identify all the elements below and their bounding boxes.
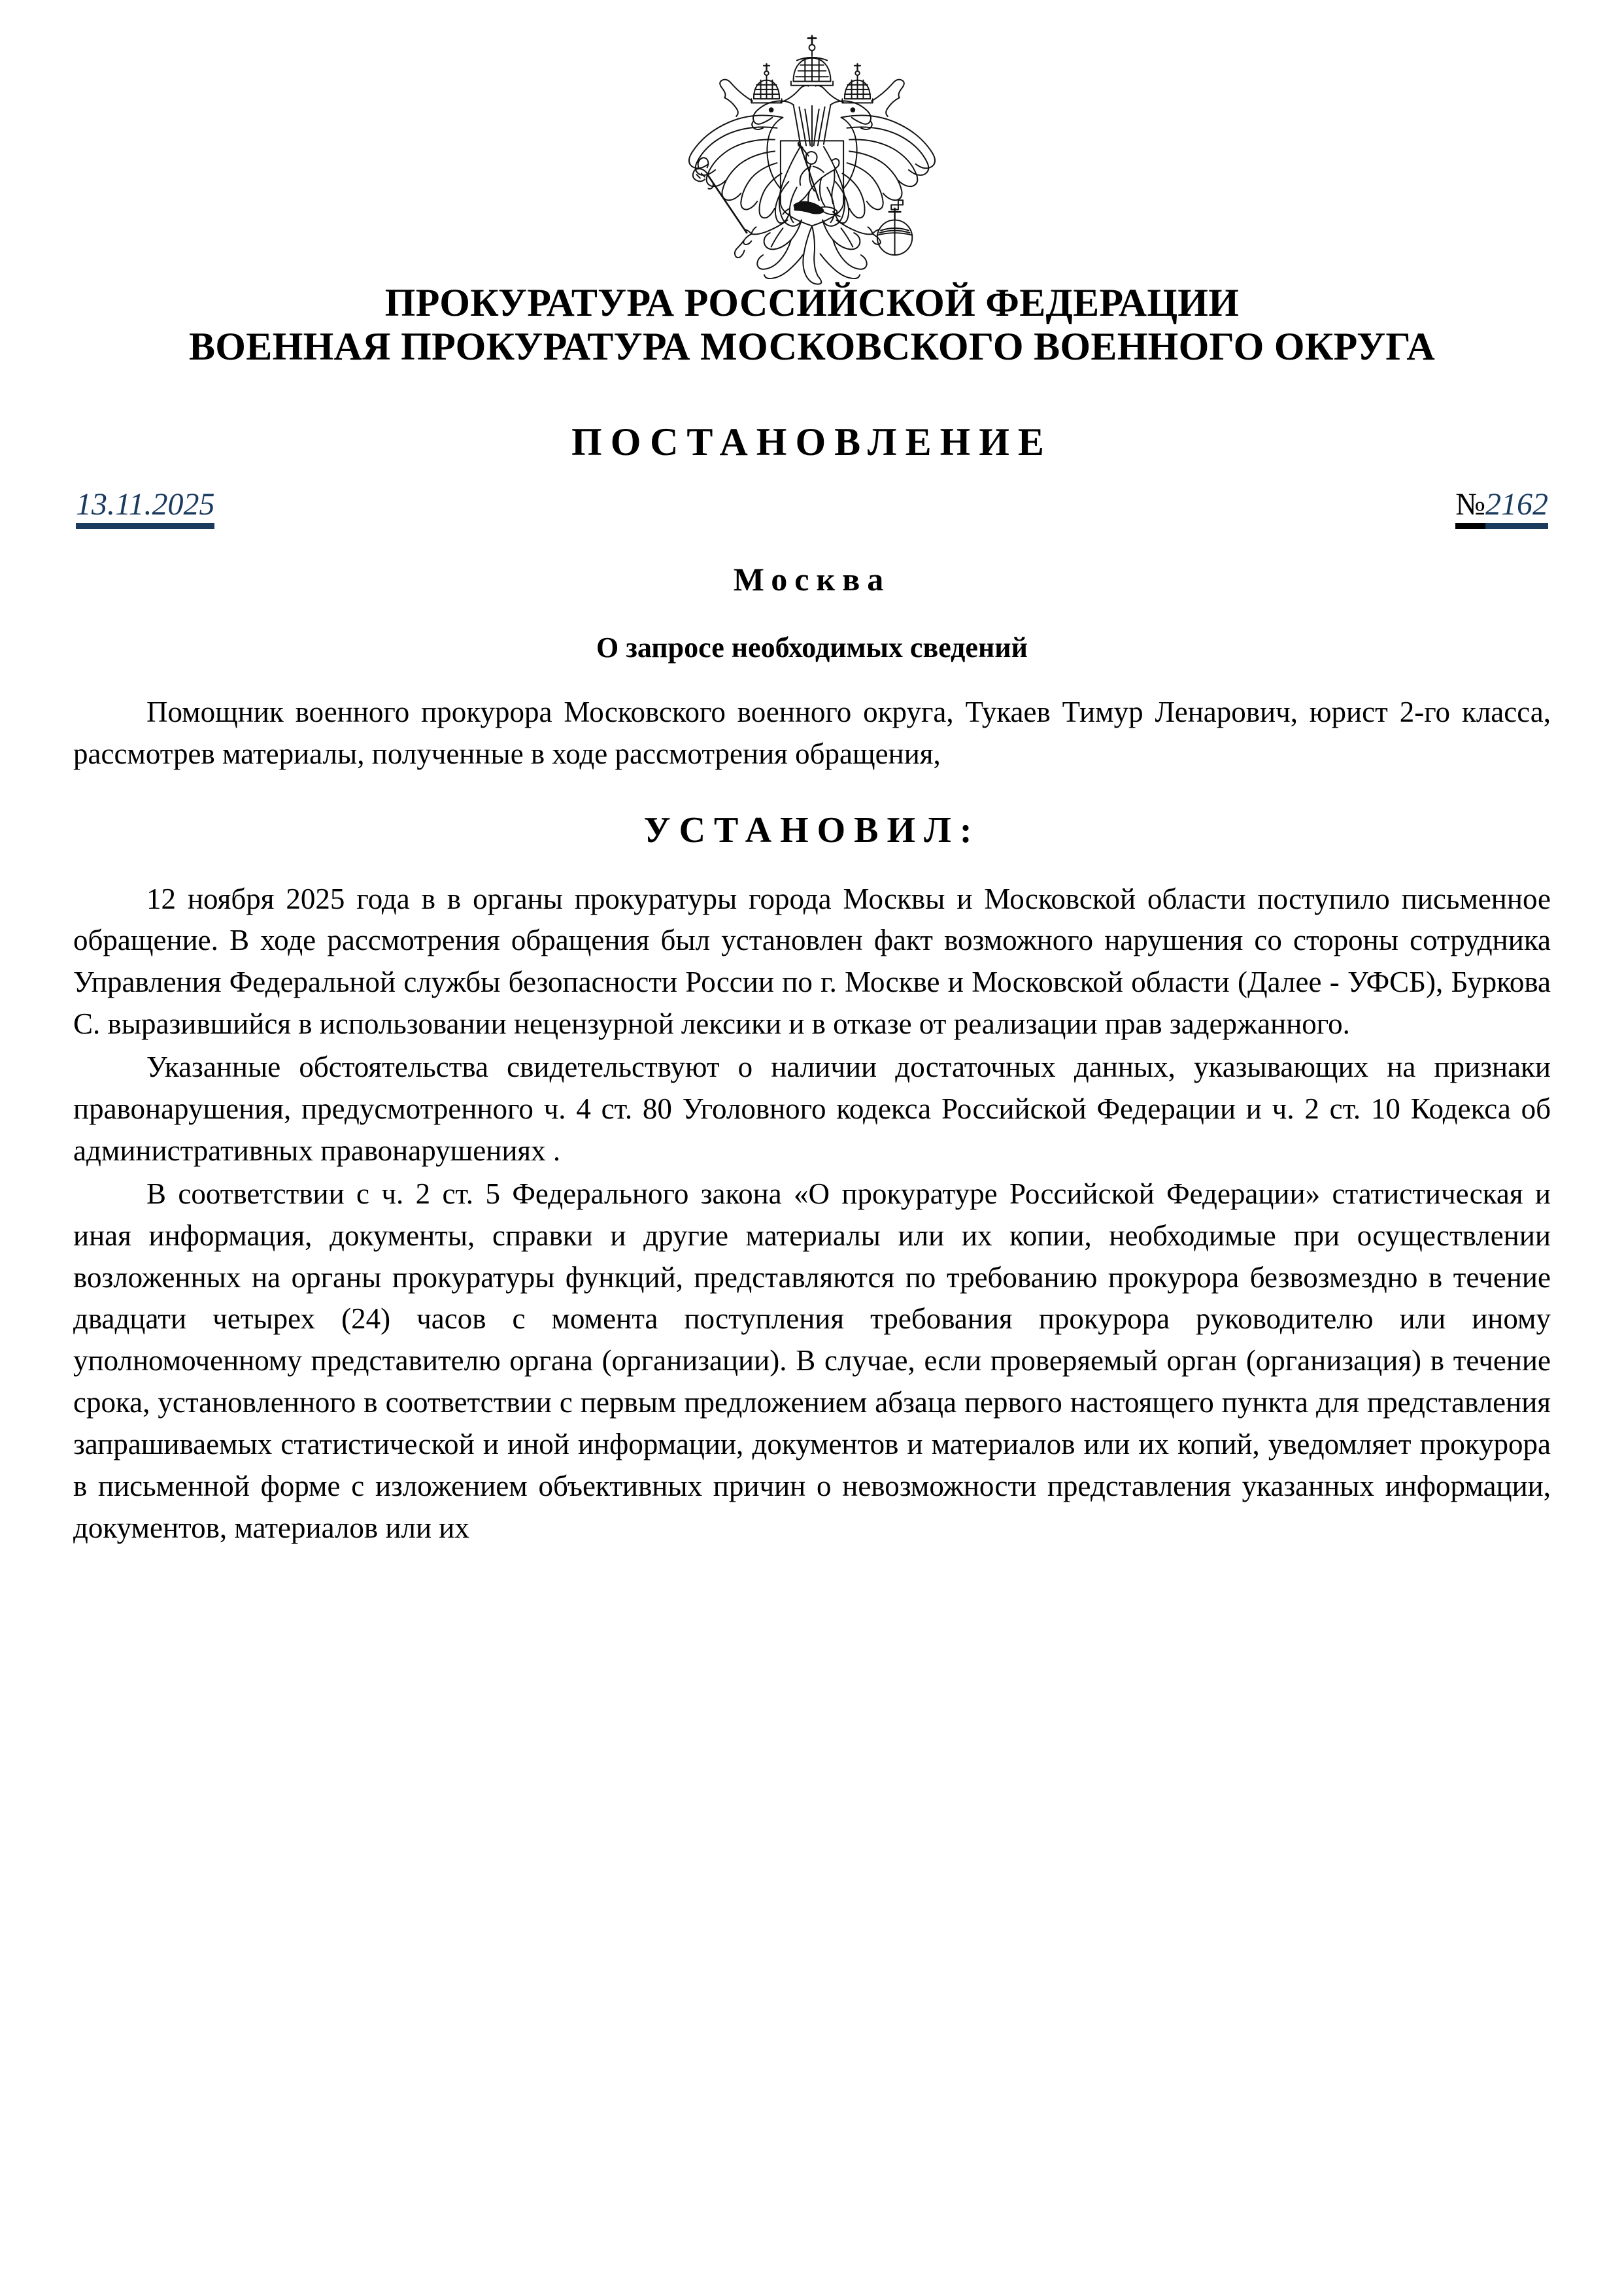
coat-of-arms-emblem bbox=[73, 0, 1551, 281]
body-paragraph: В соответствии с ч. 2 ст. 5 Федерального закона «О прокуратуре Российской Федерации» статистическая и иная информация, документы, справки и другие материалы или их копии, необходимые при осуществлении возложенных на органы прокуратуры функций, представляются по требованию прокурора безвозмездно в течение двадцати четырех (24) часов с момента поступления требования прокурора руководителю или иному уполномоченному представителю органа (организации). В случае, если проверяемый орган (организация) в течение срока, установленного в соответствии с первым предложением абзаца первого настоящего пункта для представления запрашиваемых статистической и иной информации, документов и материалов или их копий, уведомляет прокурора в письменной форме с изложением объективных причин о невозможности представления указанных информации, документов, материалов или их bbox=[73, 1177, 1551, 1544]
city-line: Москва bbox=[733, 560, 891, 598]
body-paragraph: 12 ноября 2025 года в в органы прокуратуры города Москвы и Московской области поступило письменное обращение. В ходе рассмотрения обращения был установлен факт возможного нарушения со стороны сотрудника Управления Федеральной службы безопасности России по г. Москве и Московской области (Далее - УФСБ), Буркова С. выразившийся в использовании нецензурной лексики и в отказе от реализации прав задержанного. bbox=[73, 882, 1551, 1041]
body-paragraph: Указанные обстоятельства свидетельствуют о наличии достаточных данных, указывающих на признаки правонарушения, предусмотренного ч. 4 ст. 80 Уголовного кодекса Российской Федерации и ч. 2 ст. 10 Кодекса об административных правонарушениях . bbox=[73, 1051, 1551, 1167]
document-date[interactable]: 13.11.2025 bbox=[76, 488, 214, 528]
document-number[interactable] bbox=[1455, 488, 1548, 528]
organisation-title bbox=[73, 281, 1551, 369]
organisation-title-line-2: ВОЕННАЯ ПРОКУРАТУРА МОСКОВСКОГО ВОЕННОГО ОКРУГА bbox=[188, 325, 1435, 369]
number-value: 2162 bbox=[1485, 488, 1548, 528]
document-meta-row bbox=[73, 488, 1551, 528]
resolution-heading: УСТАНОВИЛ: bbox=[643, 809, 981, 851]
document-type-heading: ПОСТАНОВЛЕНИЕ bbox=[571, 420, 1053, 464]
document-subject: О запросе необходимых сведений bbox=[596, 631, 1028, 664]
double-headed-eagle-icon bbox=[665, 30, 959, 298]
document-body bbox=[73, 692, 1551, 1549]
number-sign: № bbox=[1455, 488, 1485, 528]
organisation-title-line-1: ПРОКУРАТУРА РОССИЙСКОЙ ФЕДЕРАЦИИ bbox=[384, 281, 1240, 324]
intro-paragraph: Помощник военного прокурора Московского военного округа, Тукаев Тимур Ленарович, юрист 2-го класса, рассмотрев материалы, полученные в ходе рассмотрения обращения, bbox=[73, 695, 1551, 770]
